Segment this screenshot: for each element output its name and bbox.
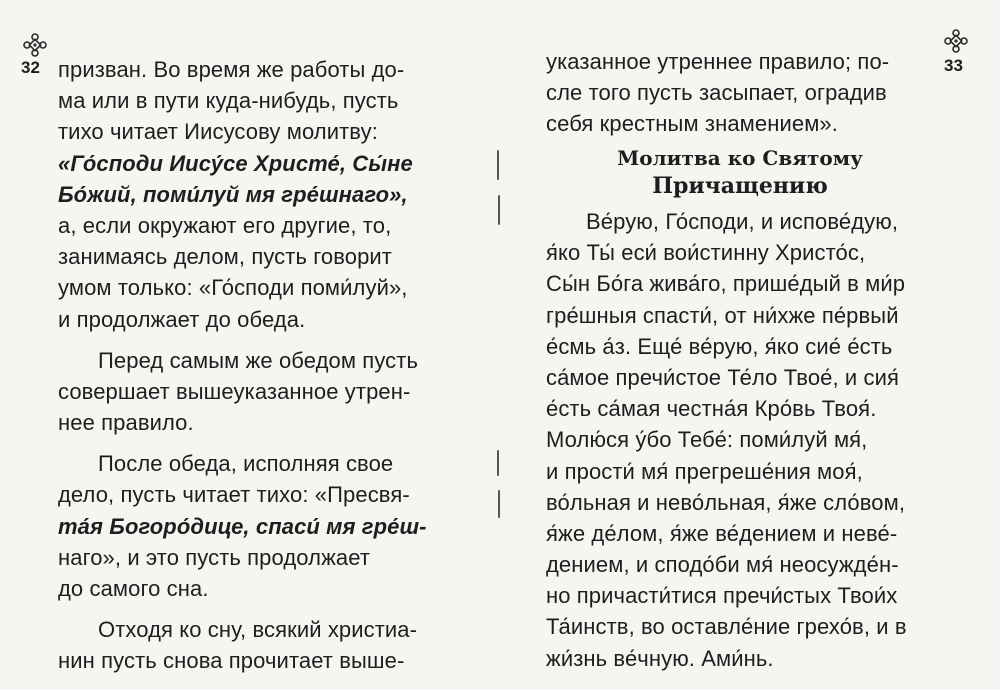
text-line: са́мое пречи́стое Те́ло Твое́, и сия́ bbox=[546, 364, 900, 390]
heading-line: Причащению bbox=[652, 173, 828, 199]
text-line: занимаясь делом, пусть говорит bbox=[58, 244, 392, 270]
text-line: Перед самым же обедом пусть bbox=[98, 347, 419, 373]
text-line: е́смь а́з. Еще́ ве́рую, я́ко сие́ е́сть bbox=[546, 333, 893, 359]
cross-ornament-icon bbox=[943, 28, 969, 54]
text-line: тихо читает Иисусову молитву: bbox=[58, 119, 378, 145]
text-line: нин пусть снова прочитает выше- bbox=[58, 648, 405, 674]
text-line: нее правило. bbox=[58, 410, 194, 436]
text-line: совершает вышеуказанное утрен- bbox=[58, 378, 411, 404]
text-line: призван. Во время же работы до- bbox=[58, 57, 405, 82]
text-line: и продолжает до обеда. bbox=[58, 306, 306, 332]
text-line: я́же де́лом, я́же ве́дением и неве́- bbox=[546, 520, 898, 546]
text-line: е́сть са́мая честна́я Кро́вь Твоя́. bbox=[546, 396, 877, 422]
text-line-emphasis: та́я Богоро́дице, спаси́ мя гре́ш- bbox=[58, 513, 427, 539]
prayer-heading bbox=[546, 144, 934, 200]
heading-line: Молитва ко Святому bbox=[617, 146, 863, 170]
text-line: наго», и это пусть продолжает bbox=[58, 544, 371, 570]
cross-ornament-icon bbox=[22, 32, 48, 58]
prayer-text bbox=[546, 206, 934, 674]
text-line: до самого сна. bbox=[58, 576, 209, 601]
text-line-emphasis: «Го́споди Иису́се Христе́, Сы́не bbox=[58, 150, 413, 176]
text-line: я́ко Ты́ еси́ вои́стинну Христо́с, bbox=[546, 240, 866, 266]
text-line: а, если окружают его другие, то, bbox=[58, 212, 392, 238]
text-line: Та́инств, во оставле́ние грехо́в, и в bbox=[546, 614, 907, 640]
text-line: сле того пусть засыпает, оградив bbox=[546, 80, 887, 106]
text-line: ма или в пути куда-нибудь, пусть bbox=[58, 88, 399, 114]
text-line: Ве́рую, Го́споди, и испове́дую, bbox=[586, 209, 899, 234]
text-line: себя крестным знамением». bbox=[546, 111, 838, 137]
right-page-intro bbox=[546, 46, 934, 140]
left-page-text bbox=[58, 54, 443, 677]
text-line: и прости́ мя́ прегреше́ния моя́, bbox=[546, 458, 863, 484]
page-number: 33 bbox=[944, 56, 963, 75]
text-line: Отходя ко сну, всякий христиа- bbox=[98, 617, 418, 643]
text-line: указанное утреннее правило; по- bbox=[546, 49, 890, 74]
text-line: Сы́н Бо́га жива́го, прише́дый в ми́р bbox=[546, 271, 906, 297]
gutter-mark bbox=[497, 450, 499, 476]
gutter-mark bbox=[497, 150, 499, 180]
right-page bbox=[500, 0, 1000, 690]
page-number: 32 bbox=[21, 58, 40, 77]
text-line: во́льная и нево́льная, я́же сло́вом, bbox=[546, 489, 906, 515]
text-line: умом только: «Го́споди поми́луй», bbox=[58, 275, 408, 301]
text-line: Молю́ся у́бо Тебе́: поми́луй мя́, bbox=[546, 427, 868, 453]
text-line: но причасти́тися пречи́стых Твои́х bbox=[546, 583, 898, 609]
text-line: жи́знь ве́чную. Ами́нь. bbox=[546, 645, 774, 671]
text-line-emphasis: Бо́жий, поми́луй мя гре́шнаго», bbox=[58, 181, 408, 207]
text-line: После обеда, исполняя свое bbox=[98, 451, 394, 477]
text-line: дением, и сподо́би мя́ неосужде́н- bbox=[546, 552, 899, 578]
text-line: дело, пусть читает тихо: «Пресвя- bbox=[58, 482, 410, 508]
text-line: гре́шныя спасти́, от ни́хже пе́рвый bbox=[546, 302, 899, 328]
